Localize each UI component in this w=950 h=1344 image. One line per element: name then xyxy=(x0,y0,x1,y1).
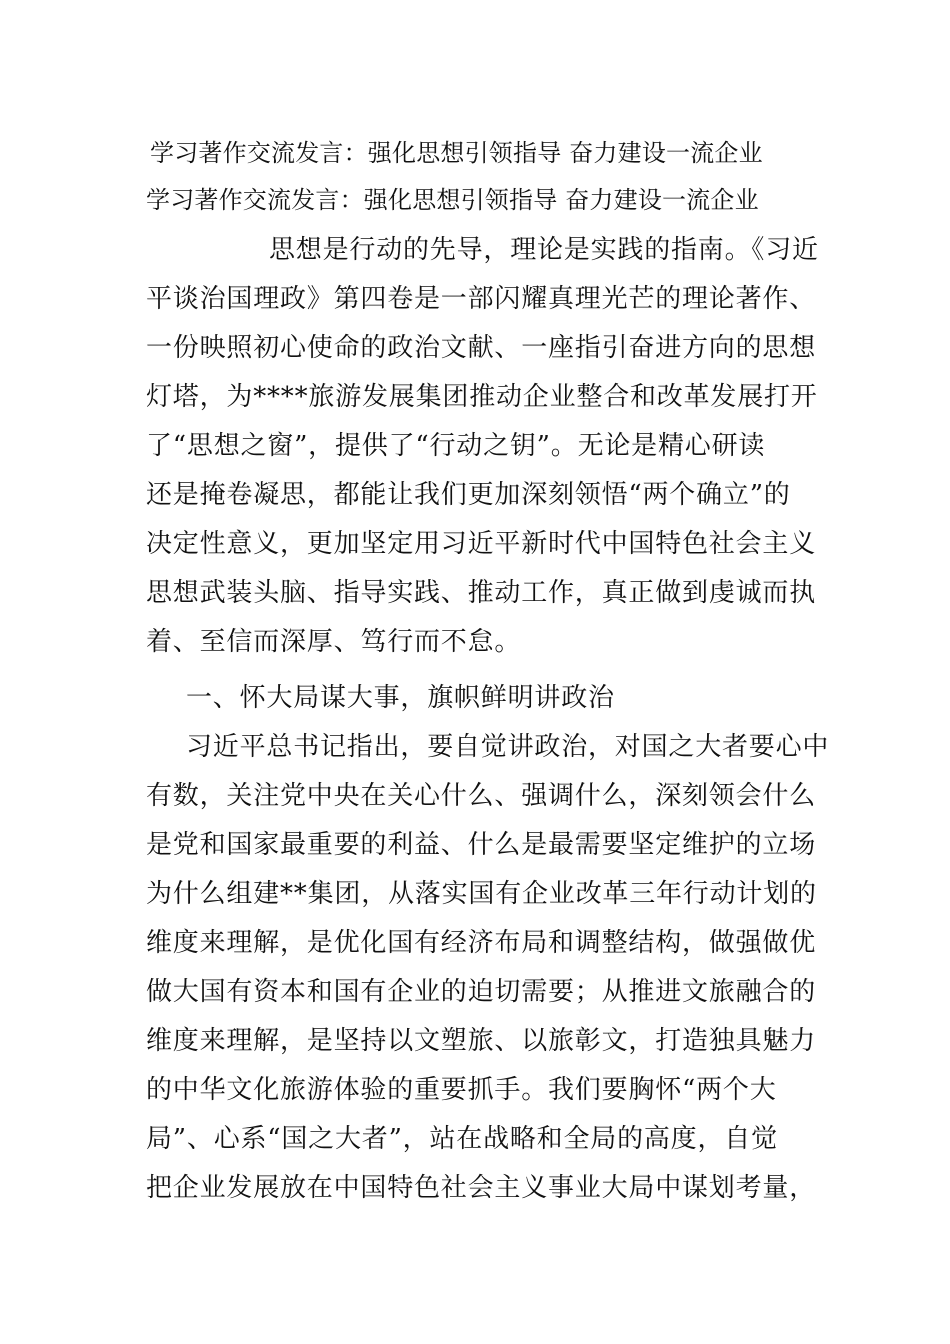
paragraph-line: 思想武装头脑、指导实践、推动工作，真正做到虔诚而执 xyxy=(146,578,817,608)
section-heading: 一、怀大局谋大事，旗帜鲜明讲政治 xyxy=(186,683,615,713)
paragraph-line: 为什么组建**集团，从落实国有企业改革三年行动计划的 xyxy=(146,879,817,909)
paragraph-line: 习近平总书记指出，要自觉讲政治，对国之大者要心中 xyxy=(186,732,830,762)
paragraph-line: 还是掩卷凝思，都能让我们更加深刻领悟“两个确立”的 xyxy=(146,480,791,510)
document-title-line-1: 学习著作交流发言：强化思想引领指导 奋力建设一流企业 xyxy=(150,139,763,167)
paragraph-line: 决定性意义，更加坚定用习近平新时代中国特色社会主义 xyxy=(146,529,817,559)
paragraph-line: 平谈治国理政》第四卷是一部闪耀真理光芒的理论著作、 xyxy=(146,284,817,314)
paragraph-line: 灯塔，为****旅游发展集团推动企业整合和改革发展打开 xyxy=(146,382,818,412)
section-1-paragraph xyxy=(146,723,830,1213)
paragraph-line: 思想是行动的先导，理论是实践的指南。《习近 xyxy=(269,235,819,265)
paragraph-line: 是党和国家最重要的利益、什么是最需要坚定维护的立场 xyxy=(146,830,817,860)
paragraph-line: 有数，关注党中央在关心什么、强调什么，深刻领会什么 xyxy=(146,781,817,811)
paragraph-line: 着、至信而深厚、笃行而不怠。 xyxy=(146,627,522,657)
paragraph-line: 做大国有资本和国有企业的迫切需要；从推进文旅融合的 xyxy=(146,977,817,1007)
document-title-line-2: 学习著作交流发言：强化思想引领指导 奋力建设一流企业 xyxy=(146,186,759,214)
paragraph-line: 维度来理解，是坚持以文塑旅、以旅彰文，打造独具魅力 xyxy=(146,1026,817,1056)
paragraph-line: 的中华文化旅游体验的重要抓手。我们要胸怀“两个大 xyxy=(146,1075,777,1105)
paragraph-line: 维度来理解，是优化国有经济布局和调整结构，做强做优 xyxy=(146,928,817,958)
paragraph-line: 局”、心系“国之大者”，站在战略和全局的高度，自觉 xyxy=(146,1124,778,1154)
section-1-heading-block xyxy=(146,674,806,723)
paragraph-line: 了“思想之窗”，提供了“行动之钥”。无论是精心研读 xyxy=(146,431,766,461)
intro-paragraph xyxy=(146,226,819,667)
paragraph-line: 一份映照初心使命的政治文献、一座指引奋进方向的思想 xyxy=(146,333,817,363)
paragraph-line: 把企业发展放在中国特色社会主义事业大局中谋划考量， xyxy=(146,1173,817,1203)
